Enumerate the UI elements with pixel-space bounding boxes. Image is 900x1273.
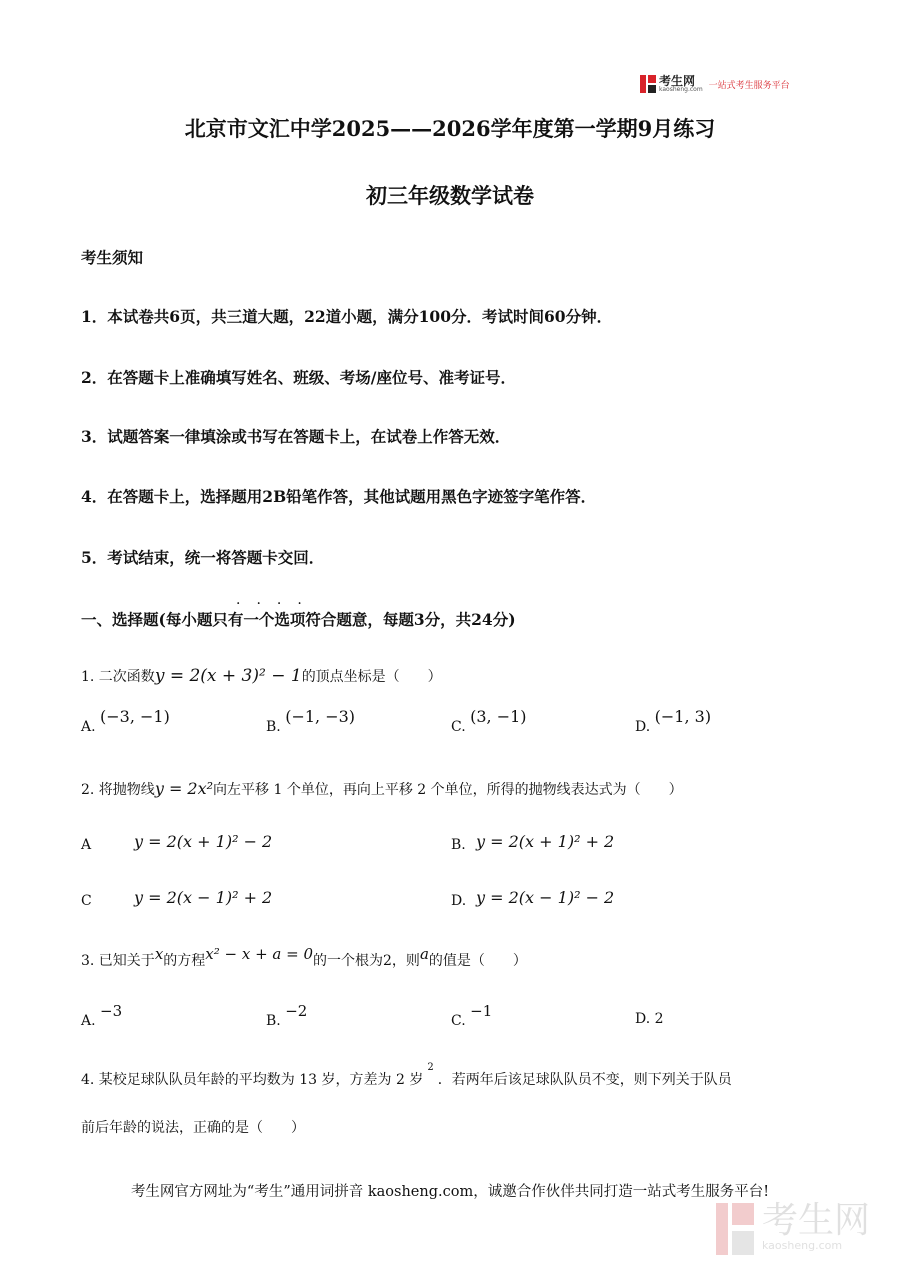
superscript: 2 — [427, 1062, 434, 1074]
question-text: 2. 将抛物线 — [81, 782, 155, 798]
question-4-continued: 前后年龄的说法，正确的是（ ） — [81, 1120, 305, 1136]
logo-slogan: 一站式考生服务平台 — [708, 80, 790, 91]
question-text: 1. 二次函数 — [81, 669, 155, 685]
question-text: 的一个根为2，则 — [313, 953, 420, 969]
notice-item: 4．在答题卡上，选择题用2B铅笔作答，其他试题用黑色字迹签字笔作答． — [81, 487, 597, 506]
option-d: D. (−1, 3) — [635, 707, 712, 735]
emphasis-dots: ···· — [236, 596, 318, 612]
notice-item: 1．本试卷共6页，共三道大题，22道小题，满分100分．考试时间60分钟． — [81, 307, 613, 326]
notice-item: 2．在答题卡上准确填写姓名、班级、考场/座位号、准考证号． — [81, 368, 516, 387]
option-value: −1 — [470, 1002, 493, 1020]
exam-title: 北京市文汇中学2025——2026学年度第一学期9月练习 — [184, 116, 716, 141]
option-value: (−1, 3) — [654, 707, 712, 726]
notice-item: 5．考试结束，统一将答题卡交回． — [81, 548, 325, 567]
option-value: (−3, −1) — [100, 707, 170, 726]
question-text: 的顶点坐标是（ ） — [301, 669, 442, 685]
option-c: C. −1 — [451, 1002, 493, 1029]
option-value: y = 2(x − 1)² + 2 — [134, 888, 273, 907]
question-1 — [81, 666, 442, 686]
option-c: C — [81, 893, 92, 909]
option-value: −2 — [285, 1002, 308, 1020]
option-value: y = 2(x + 1)² − 2 — [134, 832, 273, 851]
variable-a: a — [419, 945, 429, 963]
header-logo — [640, 72, 790, 96]
option-c: C. (3, −1) — [451, 707, 527, 735]
question-3 — [81, 945, 527, 970]
notice-item: 3．试题答案一律填涂或书写在答题卡上，在试卷上作答无效． — [81, 427, 511, 446]
option-d: D. 2 — [635, 1011, 664, 1027]
option-value: y = 2(x + 1)² + 2 — [476, 832, 615, 851]
option-a: A — [81, 837, 92, 853]
option-d: D. — [451, 893, 467, 909]
logo-name: 考生网 — [659, 74, 696, 88]
option-value: (−1, −3) — [285, 707, 356, 726]
formula: y = 2x² — [154, 779, 214, 798]
watermark-logo — [716, 1200, 871, 1255]
question-text: ．若两年后该足球队队员不变，则下列关于队员 — [437, 1072, 732, 1088]
question-text: 3. 已知关于 — [81, 953, 155, 969]
question-text: 的方程 — [163, 953, 206, 969]
option-a: A. (−3, −1) — [81, 707, 170, 735]
option-b: B. (−1, −3) — [266, 707, 356, 735]
kaosheng-logo-icon — [640, 75, 656, 93]
logo-domain: kaosheng.com — [659, 86, 703, 93]
formula: y = 2(x + 3)² − 1 — [154, 666, 302, 686]
option-b: B. −2 — [266, 1002, 308, 1029]
formula: x² − x + a = 0 — [205, 945, 314, 963]
question-text: 的值是（ ） — [428, 953, 527, 969]
variable-x: x — [154, 945, 164, 963]
notice-heading: 考生须知 — [81, 248, 144, 267]
footer-text: 考生网官方网址为“考生”通用词拼音 kaosheng.com，诚邀合作伙伴共同打造一站式考生服务平台! — [130, 1184, 770, 1200]
option-value: y = 2(x − 1)² − 2 — [476, 888, 615, 907]
option-b: B. — [451, 837, 466, 853]
option-value: −3 — [100, 1002, 123, 1020]
exam-subtitle: 初三年级数学试卷 — [366, 183, 534, 208]
question-text: 4. 某校足球队队员年龄的平均数为 13 岁，方差为 2 岁 — [81, 1072, 424, 1088]
kaosheng-watermark-icon — [716, 1203, 754, 1255]
question-text: 向左平移 1 个单位，再向上平移 2 个单位，所得的抛物线表达式为（ ） — [213, 782, 683, 798]
question-2 — [81, 779, 683, 799]
watermark-name: 考生网 — [762, 1200, 871, 1241]
question-4 — [81, 1062, 732, 1089]
watermark-domain: kaosheng.com — [762, 1239, 843, 1252]
section-heading: 一、选择题(每小题只有一个选项符合题意，每题3分，共24分) — [81, 610, 516, 629]
option-value: 2 — [654, 1011, 664, 1027]
option-a: A. −3 — [81, 1002, 123, 1029]
option-value: (3, −1) — [470, 707, 527, 726]
